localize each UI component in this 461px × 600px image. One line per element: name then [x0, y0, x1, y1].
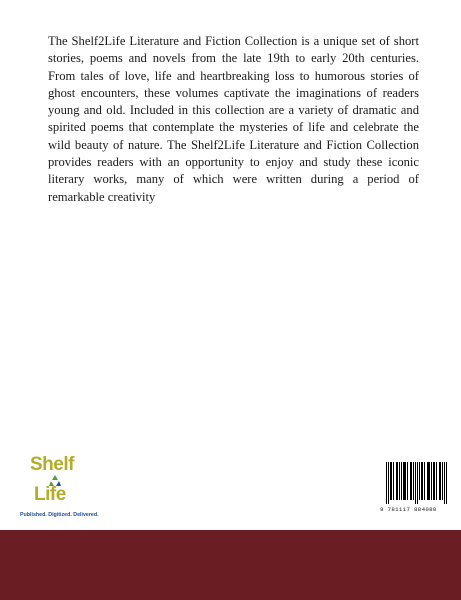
barcode-bars: [386, 462, 447, 504]
shelf2life-logo: [18, 448, 100, 520]
description-blurb: The Shelf2Life Literature and Fiction Collection is a unique set of short stories, poems and novels from the late 19th to early 20th centuries. From tales of love, life and heartbreaking loss to humorous stories of ghost encounters, these volumes captivate the imaginations of readers young and old. Included in this collection are a variety of dramatic and spirited poems that contemplate the mysteries of life and celebrate the wild beauty of nature. The Shelf2Life Literature and Fiction Collection provides readers with an opportunity to enjoy and study these iconic literary works, many of which were written during a period of remarkable creativity: [48, 34, 419, 204]
footer-color-band: [0, 530, 461, 600]
barcode-digits: 9 781117 884080: [380, 506, 437, 513]
logo-tagline: Published. Digitized. Delivered.: [20, 512, 99, 518]
logo-word-shelf: Shelf: [30, 454, 74, 475]
logo-word-life: Life: [34, 484, 66, 505]
isbn-barcode: [380, 462, 447, 518]
